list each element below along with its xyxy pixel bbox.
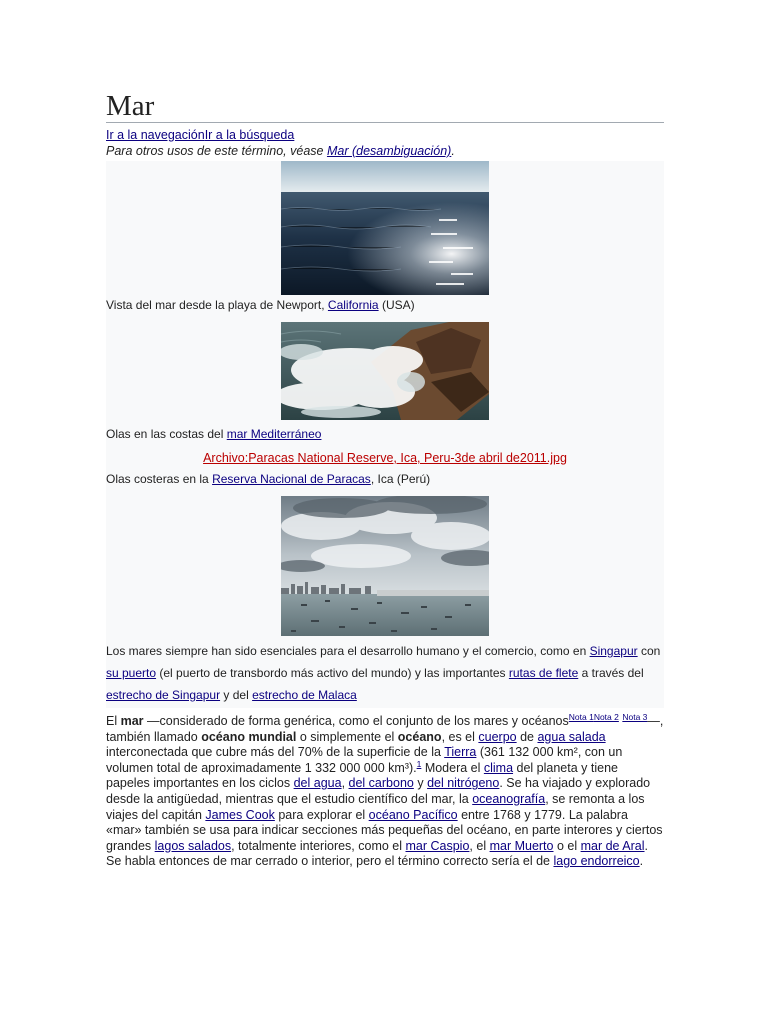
clima-link[interactable]: clima: [483, 760, 514, 775]
mar-muerto-link[interactable]: mar Muerto: [489, 838, 554, 853]
ciclo-nitrogeno-link[interactable]: del nitrógeno: [427, 776, 500, 791]
footnote-nota-1[interactable]: Nota 1: [568, 712, 594, 722]
su-puerto-link[interactable]: su puerto: [106, 666, 157, 680]
rutas-de-flete-link[interactable]: rutas de flete: [508, 666, 579, 680]
term-oceano-mundial: océano mundial: [201, 729, 297, 744]
oceano-pacifico-link[interactable]: océano Pacífico: [368, 807, 458, 822]
oceanografia-link[interactable]: oceanografía: [472, 791, 546, 806]
image-gallery: [106, 161, 664, 708]
estrecho-singapur-link[interactable]: estrecho de Singapur: [106, 688, 221, 702]
page-title: Mar: [106, 90, 664, 123]
sea-horizon-photo[interactable]: [281, 161, 489, 295]
term-mar: mar: [120, 714, 144, 728]
mar-caspio-link[interactable]: mar Caspio: [405, 838, 470, 853]
figure-mediterranean: [106, 322, 664, 420]
article: [106, 90, 664, 882]
lago-endorreico-link[interactable]: lago endorreico: [553, 854, 640, 869]
california-link[interactable]: California: [327, 298, 379, 312]
term-oceano: océano: [397, 729, 442, 744]
figure-singapore: [106, 496, 664, 636]
figure-newport: [106, 161, 664, 295]
intro-paragraph: El mar —considerado de forma genérica, como el conjunto de los mares y océanos$^{Nota 1Nota 2}$ $^{Nota 3}$—, también llamado océano mundial o simplemente el océano, es el cuerpo de agua salada interconectada que cubre más del 70% de la superficie de la Tierra (361 132 000 km², con un volumen total de aproximadamente 1 332 000 000 km³).$^1$ Modera el clima del planeta y tiene papeles importantes en los ciclos del agua, del carbono y del nitrógeno. Se ha viajado y explorado desde la antigüedad, mientras que el estudio científico del mar, la oceanografía, se remonta a los viajes del capitán James Cook para explorar el océano Pacífico entre 1768 y 1779. La palabra «mar» también se usa para indicar secciones más pequeñas del océano, en parte interores y ciertos grandes lagos salados, totalmente interiores, como el mar Caspio, el mar Muerto o el mar de Aral. Se habla entonces de mar cerrado o interior, pero el término correcto sería el de lago endorreico.: [106, 712, 664, 869]
james-cook-link[interactable]: James Cook: [205, 807, 275, 822]
figure-caption: Vista del mar desde la playa de Newport, California (USA): [106, 298, 415, 312]
ciclo-carbono-link[interactable]: del carbono: [348, 776, 414, 791]
mar-de-aral-link[interactable]: mar de Aral: [580, 838, 645, 853]
tierra-link[interactable]: Tierra: [444, 745, 477, 760]
estrecho-malaca-link[interactable]: estrecho de Malaca: [252, 688, 357, 702]
go-to-search-link[interactable]: Ir a la búsqueda: [204, 128, 295, 142]
agua-salada-link[interactable]: agua salada: [537, 729, 606, 744]
go-to-navigation-link[interactable]: Ir a la navegación: [106, 128, 205, 142]
reserva-paracas-link[interactable]: Reserva Nacional de Paracas: [212, 472, 371, 486]
mar-mediterraneo-link[interactable]: mar Mediterráneo: [226, 427, 322, 441]
cuerpo-link[interactable]: cuerpo: [478, 729, 517, 744]
figure-caption: Olas en las costas del mar Mediterráneo: [106, 427, 322, 441]
singapore-harbor-photo[interactable]: [281, 496, 489, 636]
waves-rocks-photo[interactable]: [281, 322, 489, 420]
figure-caption: Los mares siempre han sido esenciales para el desarrollo humano y el comercio, como en Singapur con su puerto (el puerto de transbordo más activo del mundo) y las importantes rutas de flete a través del estrecho de Singapur y del estrecho de Malaca: [106, 644, 661, 702]
footnote-nota-3[interactable]: Nota 3: [622, 712, 648, 722]
disambiguation-link[interactable]: Mar (desambiguación): [326, 144, 452, 158]
singapur-link[interactable]: Singapur: [589, 644, 638, 658]
jump-links: [106, 127, 664, 143]
missing-image-placeholder: [106, 447, 664, 469]
ciclo-agua-link[interactable]: del agua: [293, 776, 342, 791]
disambiguation-hatnote: Para otros usos de este término, véase Mar (desambiguación).: [106, 144, 455, 158]
missing-file-link[interactable]: Archivo:Paracas National Reserve, Ica, Peru-3de abril de2011.jpg: [203, 451, 567, 465]
footnote-nota-2[interactable]: Nota 2: [593, 712, 619, 722]
reference-1[interactable]: 1: [416, 758, 422, 769]
figure-caption: Olas costeras en la Reserva Nacional de Paracas, Ica (Perú): [106, 472, 431, 486]
lagos-salados-link[interactable]: lagos salados: [154, 838, 232, 853]
